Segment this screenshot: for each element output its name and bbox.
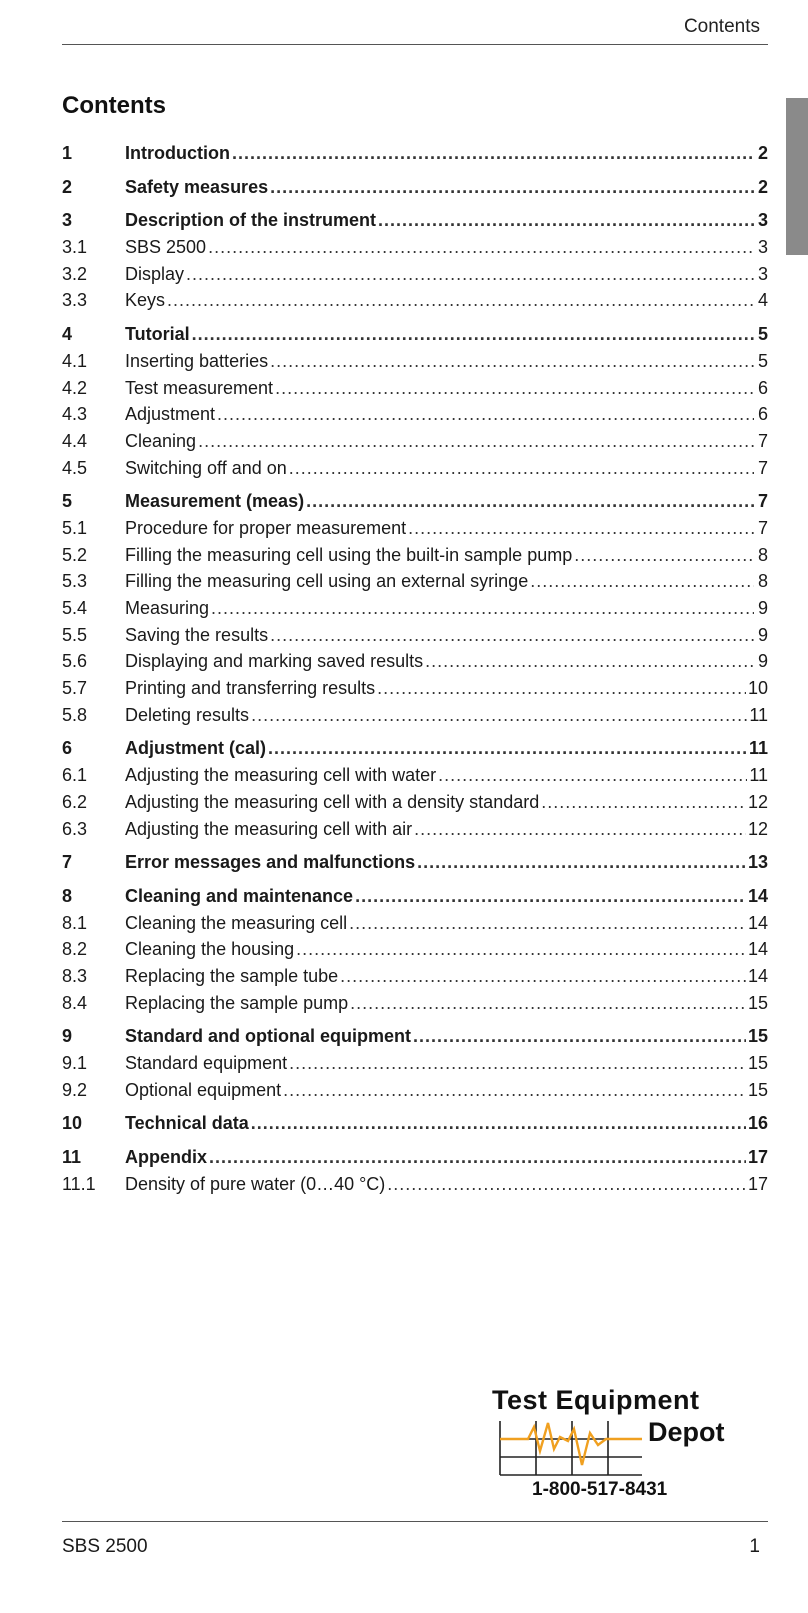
toc-entry-title: Procedure for proper measurement [125, 517, 407, 538]
toc-entry-page: 3 [757, 210, 768, 231]
toc-leader-dots [349, 913, 746, 934]
toc-entry-number: 6.2 [62, 791, 88, 812]
toc-leader-dots [270, 351, 754, 372]
toc-entry-number: 10 [62, 1113, 83, 1134]
toc-entry-title: Error messages and malfunctions [125, 852, 416, 873]
toc-entry-title: Cleaning [125, 430, 197, 451]
toc-leader-dots [350, 993, 746, 1014]
toc-entry-title: Standard equipment [125, 1053, 288, 1073]
table-of-contents [62, 143, 768, 1200]
toc-entry [62, 290, 768, 317]
toc-entry [62, 404, 768, 431]
toc-entry-title: Appendix [125, 1147, 208, 1168]
toc-entry-number: 8.2 [62, 939, 88, 960]
page-header [62, 12, 768, 45]
toc-entry-title: Adjusting the measuring cell with air [125, 818, 413, 839]
toc-entry [62, 264, 768, 291]
toc-entry-title: Printing and transferring results [125, 678, 376, 699]
toc-entry [62, 571, 768, 598]
toc-leader-dots [340, 966, 746, 987]
toc-leader-dots [268, 738, 747, 759]
toc-entry-page: 2 [757, 176, 768, 197]
footer-page-number: 1 [749, 1536, 760, 1557]
toc-entry-number: 5.1 [62, 517, 88, 538]
toc-leader-dots [378, 210, 754, 231]
toc-entry [62, 431, 768, 458]
toc-entry [62, 625, 768, 652]
toc-entry-title: Standard and optional equipment [125, 1026, 412, 1047]
toc-entry-page: 7 [757, 517, 768, 538]
toc-entry-number: 6.1 [62, 765, 88, 786]
toc-leader-dots [417, 852, 746, 873]
logo-line-2: Depot [648, 1417, 725, 1447]
toc-entry-page: 11 [749, 704, 768, 725]
toc-entry [62, 1147, 768, 1174]
toc-entry-title: Adjusting the measuring cell with a density standard [125, 791, 540, 812]
toc-entry-page: 14 [747, 912, 768, 933]
toc-entry-title: Adjusting the measuring cell with water [125, 765, 437, 786]
toc-entry [62, 819, 768, 846]
toc-entry [62, 518, 768, 545]
toc-entry-title: Test measurement [125, 377, 274, 398]
toc-entry-number: 8.1 [62, 912, 88, 933]
toc-entry-number: 2 [62, 176, 73, 197]
toc-entry-page: 3 [757, 237, 768, 258]
toc-entry-title: Inserting batteries [125, 350, 269, 371]
toc-entry [62, 678, 768, 705]
toc-entry-page: 11 [748, 738, 768, 759]
toc-entry-page: 9 [757, 651, 768, 672]
toc-entry [62, 705, 768, 732]
toc-entry-title: Replacing the sample tube [125, 965, 339, 986]
toc-leader-dots [251, 705, 747, 726]
toc-entry [62, 1174, 768, 1201]
toc-entry-number: 4.4 [62, 430, 88, 451]
toc-entry-title: Displaying and marking saved results [125, 651, 424, 672]
toc-entry [62, 993, 768, 1020]
toc-leader-dots [270, 177, 754, 198]
toc-entry-page: 14 [747, 885, 768, 906]
toc-entry-number: 3.2 [62, 263, 88, 284]
toc-entry-number: 6.3 [62, 818, 88, 839]
waveform-graph-icon [498, 1419, 644, 1477]
toc-leader-dots [541, 792, 746, 813]
toc-entry-number: 3.1 [62, 237, 88, 258]
toc-entry-number: 8 [62, 885, 73, 906]
toc-leader-dots [283, 1080, 746, 1101]
toc-entry [62, 324, 768, 351]
toc-entry [62, 598, 768, 625]
toc-leader-dots [186, 264, 754, 285]
toc-entry-page: 12 [747, 791, 768, 812]
toc-entry [62, 545, 768, 572]
toc-entry-title: Introduction [125, 143, 230, 163]
toc-entry-number: 5.7 [62, 678, 88, 699]
toc-entry-number: 4.3 [62, 404, 88, 425]
toc-entry-number: 3.3 [62, 290, 88, 311]
toc-entry [62, 237, 768, 264]
toc-leader-dots [232, 143, 754, 164]
toc-entry-page: 15 [747, 1079, 768, 1100]
toc-entry-number: 5.3 [62, 571, 88, 592]
toc-entry [62, 458, 768, 485]
toc-entry-title: Cleaning and maintenance [125, 885, 354, 906]
toc-entry [62, 738, 768, 765]
toc-entry-number: 4.5 [62, 457, 88, 478]
toc-entry-number: 3 [62, 210, 73, 231]
toc-entry-page: 5 [757, 350, 768, 371]
toc-entry-page: 16 [747, 1113, 768, 1134]
toc-entry-title: Technical data [125, 1113, 249, 1134]
toc-entry-page: 8 [757, 571, 768, 592]
toc-entry [62, 939, 768, 966]
toc-leader-dots [387, 1174, 746, 1195]
toc-entry-number: 5.8 [62, 704, 88, 725]
toc-leader-dots [408, 518, 754, 539]
toc-entry-page: 14 [747, 965, 768, 986]
toc-entry-page: 6 [757, 377, 768, 398]
toc-entry-number: 5.2 [62, 544, 88, 565]
toc-entry-title: SBS 2500 [125, 237, 207, 258]
toc-entry [62, 1053, 768, 1080]
toc-entry [62, 491, 768, 518]
toc-entry-title: Tutorial [125, 324, 190, 345]
logo-phone-number: 1-800-517-8431 [532, 1479, 668, 1500]
toc-entry-page: 7 [757, 457, 768, 478]
toc-entry-title: Filling the measuring cell using an external syringe [125, 571, 529, 592]
toc-entry [62, 792, 768, 819]
toc-entry-number: 8.3 [62, 965, 88, 986]
toc-leader-dots [208, 237, 754, 258]
toc-entry-page: 15 [747, 1053, 768, 1073]
toc-entry-page: 3 [757, 263, 768, 284]
toc-entry-title: Cleaning the housing [125, 939, 295, 960]
toc-entry-page: 13 [747, 852, 768, 873]
toc-entry-title: Adjustment [125, 404, 216, 425]
toc-entry-number: 4 [62, 324, 73, 345]
header-title: Contents [683, 16, 760, 37]
toc-leader-dots [438, 765, 747, 786]
toc-entry [62, 143, 768, 170]
toc-leader-dots [289, 1053, 746, 1074]
toc-entry-page: 11 [749, 765, 768, 786]
toc-entry-title: Deleting results [125, 704, 250, 725]
toc-entry-page: 5 [757, 324, 768, 345]
toc-entry-page: 9 [757, 598, 768, 618]
toc-entry-title: Switching off and on [125, 457, 287, 478]
page-footer [62, 1521, 768, 1562]
toc-entry-number: 11.1 [62, 1173, 96, 1194]
toc-entry [62, 1113, 768, 1140]
footer-product-name: SBS 2500 [62, 1536, 148, 1557]
toc-entry-number: 1 [62, 143, 73, 163]
toc-entry-number: 7 [62, 852, 73, 873]
toc-entry-page: 2 [757, 143, 768, 163]
toc-entry-number: 6 [62, 738, 73, 759]
toc-entry-number: 5 [62, 491, 73, 512]
toc-entry-number: 5.4 [62, 598, 88, 618]
toc-leader-dots [275, 378, 754, 399]
section-tab-marker [786, 98, 808, 255]
toc-entry-number: 9.1 [62, 1053, 88, 1073]
toc-leader-dots [251, 1113, 746, 1134]
toc-entry-title: Display [125, 263, 185, 284]
toc-entry-title: Optional equipment [125, 1079, 282, 1100]
logo-line-1: Test Equipment [492, 1385, 700, 1415]
toc-leader-dots [198, 431, 754, 452]
toc-entry-number: 5.5 [62, 624, 88, 645]
toc-entry-page: 17 [747, 1147, 768, 1168]
toc-entry-title: Keys [125, 290, 166, 311]
test-equipment-depot-logo [492, 1385, 742, 1505]
toc-leader-dots [574, 545, 754, 566]
toc-entry [62, 1026, 768, 1053]
toc-entry-page: 7 [757, 491, 768, 512]
toc-leader-dots [217, 404, 754, 425]
toc-leader-dots [413, 1026, 746, 1047]
toc-leader-dots [289, 458, 754, 479]
toc-entry-title: Measurement (meas) [125, 491, 305, 512]
toc-leader-dots [270, 625, 754, 646]
toc-entry [62, 651, 768, 678]
toc-entry-title: Safety measures [125, 176, 269, 197]
toc-leader-dots [414, 819, 746, 840]
toc-entry-page: 9 [757, 624, 768, 645]
toc-entry-page: 15 [747, 992, 768, 1013]
toc-entry-page: 8 [757, 544, 768, 565]
toc-leader-dots [167, 290, 754, 311]
toc-entry [62, 378, 768, 405]
toc-entry-page: 6 [757, 404, 768, 425]
toc-entry-title: Cleaning the measuring cell [125, 912, 348, 933]
toc-leader-dots [530, 571, 754, 592]
toc-entry-title: Density of pure water (0…40 °C) [125, 1173, 386, 1194]
toc-entry-page: 14 [747, 939, 768, 960]
toc-entry [62, 351, 768, 378]
toc-entry-title: Measuring [125, 598, 210, 618]
toc-entry-page: 17 [747, 1173, 768, 1194]
toc-entry [62, 210, 768, 237]
toc-entry-page: 4 [757, 290, 768, 311]
toc-entry-number: 5.6 [62, 651, 88, 672]
toc-leader-dots [306, 491, 754, 512]
toc-entry-number: 9.2 [62, 1079, 88, 1100]
toc-entry-page: 10 [747, 678, 768, 699]
toc-entry-number: 4.1 [62, 350, 88, 371]
toc-entry [62, 852, 768, 879]
toc-leader-dots [211, 598, 754, 619]
toc-leader-dots [377, 678, 746, 699]
toc-entry-number: 8.4 [62, 992, 88, 1013]
toc-leader-dots [192, 324, 754, 345]
toc-entry-page: 12 [747, 818, 768, 839]
toc-leader-dots [425, 651, 754, 672]
toc-entry-page: 15 [747, 1026, 768, 1047]
toc-entry-title: Saving the results [125, 624, 269, 645]
toc-entry [62, 886, 768, 913]
toc-entry [62, 913, 768, 940]
toc-leader-dots [355, 886, 746, 907]
toc-entry-title: Description of the instrument [125, 210, 377, 231]
toc-leader-dots [209, 1147, 746, 1168]
toc-entry-title: Replacing the sample pump [125, 992, 349, 1013]
toc-entry-number: 9 [62, 1026, 73, 1047]
toc-entry-page: 7 [757, 430, 768, 451]
toc-entry [62, 1080, 768, 1107]
toc-entry-title: Adjustment (cal) [125, 738, 267, 759]
contents-heading: Contents [62, 92, 166, 119]
toc-entry [62, 765, 768, 792]
toc-entry-number: 4.2 [62, 377, 88, 398]
toc-entry [62, 966, 768, 993]
toc-leader-dots [296, 939, 746, 960]
toc-entry-title: Filling the measuring cell using the built-in sample pump [125, 544, 573, 565]
toc-entry-number: 11 [62, 1147, 82, 1168]
toc-entry [62, 177, 768, 204]
